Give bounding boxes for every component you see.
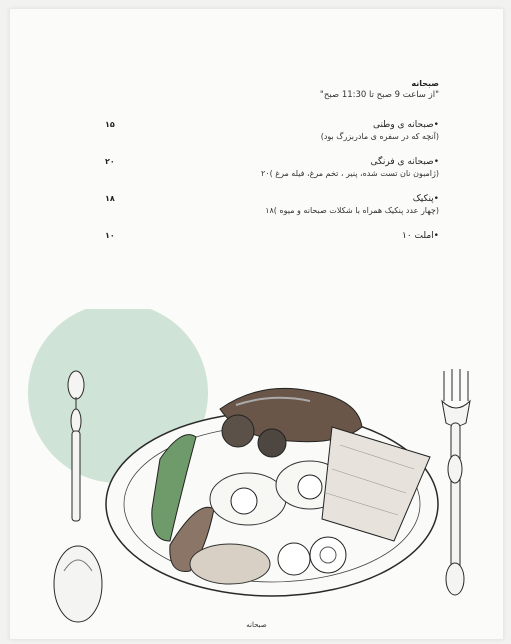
- item-name: •پنکیک: [412, 194, 439, 204]
- item-name: •صبحانه ی فرنگی: [370, 157, 439, 167]
- menu-item-vatani: [105, 120, 439, 141]
- menu-item-omelette: [105, 231, 439, 241]
- item-name: •صبحانه ی وطنی: [372, 120, 439, 130]
- menu-heading: صبحانه: [411, 79, 439, 88]
- menu-page: [9, 8, 504, 640]
- item-description: (آنچه که در سفره ی مادربزرگ بود): [320, 132, 439, 141]
- item-price: ۱۸: [105, 194, 115, 203]
- menu-item-pancake: [105, 194, 439, 215]
- breakfast-illustration: [10, 309, 503, 639]
- item-price: ۱۵: [105, 120, 115, 129]
- item-price: ۲۰: [105, 157, 115, 166]
- page-footer-label: صبحانه: [246, 621, 267, 629]
- menu-item-farangi: [105, 157, 439, 178]
- item-description: (چهار عدد پنکیک همراه با شکلات صبحانه و میوه )۱۸: [265, 206, 439, 215]
- item-price: ۱۰: [105, 231, 115, 240]
- item-name: •املت ۱۰: [402, 231, 439, 241]
- serving-hours: "از ساعت 9 صبح تا 11:30 صبح": [319, 90, 439, 100]
- item-description: (ژامبون نان تست شده، پنیر ، تخم مرغ، فیله مرغ )۲۰: [261, 169, 439, 178]
- breakfast-menu: [105, 79, 439, 257]
- fork-icon: [442, 369, 470, 595]
